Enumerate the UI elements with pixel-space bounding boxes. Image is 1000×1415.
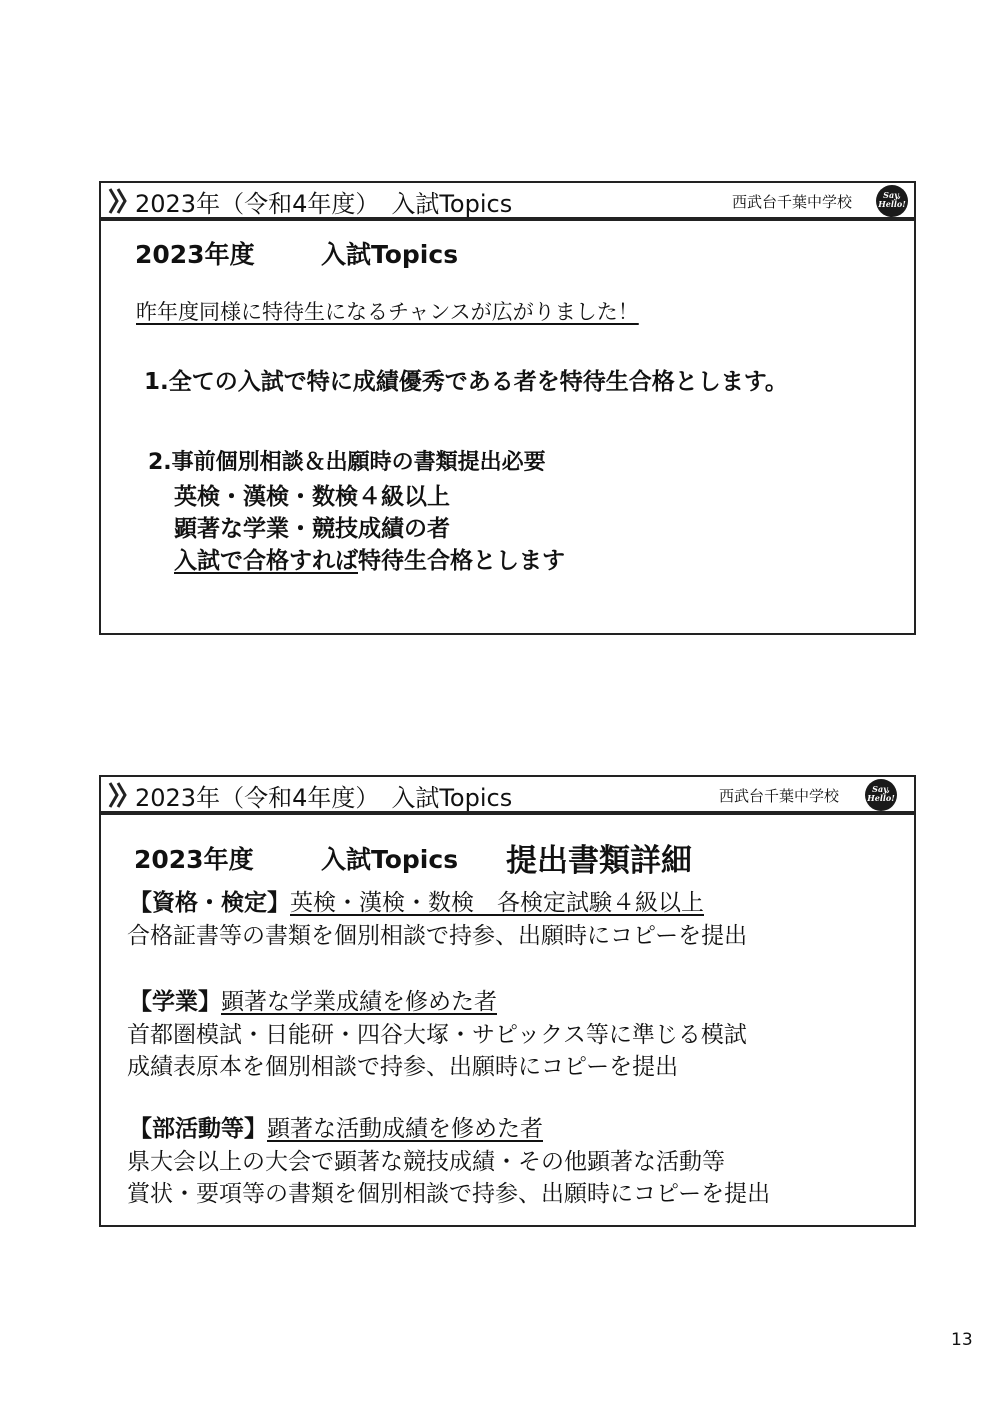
slide-header [101, 183, 914, 221]
header-title: 2023年（令和4年度） 入試Topics [135, 784, 513, 812]
section-line: 首都圏模試・日能研・四谷大塚・サピックス等に準じる模試 [127, 1022, 747, 1048]
section-tag: 【部活動等】 [129, 1116, 267, 1142]
point-2-underlined: 入試で合格すれば [174, 548, 358, 574]
section-line: 合格証書等の書類を個別相談で持参、出願時にコピーを提出 [127, 923, 748, 949]
point-2-title: 2.事前個別相談＆出願時の書類提出必要 [148, 450, 546, 475]
heading-topic: 入試Topics [321, 845, 459, 874]
section-line: 県大会以上の大会で顕著な競技成績・その他顕著な活動等 [127, 1149, 725, 1175]
section-tag: 【資格・検定】 [129, 890, 290, 916]
section-title: 英検・漢検・数検 各検定試験４級以上 [290, 890, 704, 916]
heading-year: 2023年度 [134, 845, 254, 874]
section-line: 成績表原本を個別相談で持参、出願時にコピーを提出 [127, 1054, 679, 1080]
double-chevron-icon [107, 187, 129, 215]
page-number: 13 [951, 1330, 973, 1350]
say-hello-logo: Say, Hello! [876, 185, 908, 217]
lead-text: 昨年度同様に特待生になるチャンスが広がりました！ [136, 300, 639, 324]
school-name: 西武台千葉中学校 [719, 787, 840, 805]
point-2-rest: 特待生合格とします [358, 548, 565, 574]
slide-1 [99, 181, 916, 635]
point-1: 1.全ての入試で特に成績優秀である者を特待生合格とします。 [144, 369, 788, 395]
point-2-line: 英検・漢検・数検４級以上 [174, 484, 450, 510]
section-heading [129, 884, 704, 917]
section-title: 顕著な活動成績を修めた者 [267, 1116, 543, 1142]
heading-year: 2023年度 [135, 240, 255, 269]
point-2-line: 顕著な学業・競技成績の者 [174, 516, 450, 542]
school-name: 西武台千葉中学校 [732, 193, 853, 211]
slide-header [101, 777, 914, 815]
say-hello-logo: Say, Hello! [865, 779, 897, 811]
slide-2 [99, 775, 916, 1227]
point-2-last-line [174, 542, 565, 575]
double-chevron-icon [107, 781, 129, 809]
heading-sub: 提出書類詳細 [506, 843, 692, 879]
section-tag: 【学業】 [129, 989, 221, 1015]
section-heading [129, 983, 497, 1016]
section-line: 賞状・要項等の書類を個別相談で持参、出願時にコピーを提出 [127, 1181, 771, 1207]
section-title: 顕著な学業成績を修めた者 [221, 989, 497, 1015]
header-title: 2023年（令和4年度） 入試Topics [135, 190, 513, 218]
section-heading [129, 1110, 543, 1143]
heading-topic: 入試Topics [321, 240, 459, 269]
